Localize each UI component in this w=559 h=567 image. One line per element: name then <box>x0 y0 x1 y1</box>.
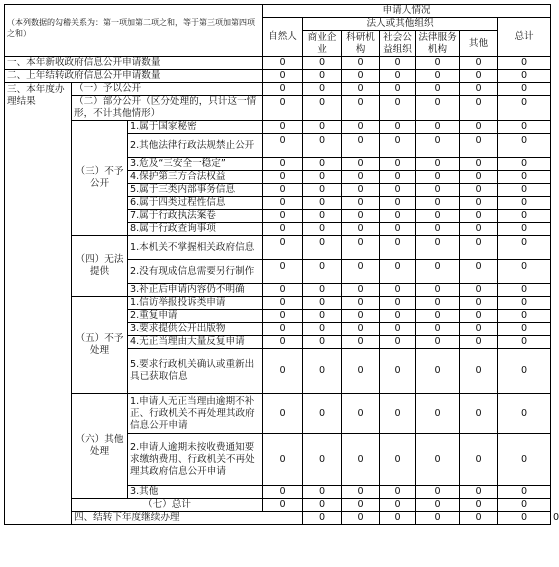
cell-value: 0 <box>303 336 342 349</box>
header-total: 总计 <box>498 18 551 57</box>
row-label: 1.本机关不掌握相关政府信息 <box>128 236 263 260</box>
cell-value: 0 <box>303 434 342 486</box>
cell-value: 0 <box>498 499 551 512</box>
cell-value: 0 <box>416 96 460 121</box>
cell-value: 0 <box>303 184 342 197</box>
cell-value: 0 <box>263 297 303 310</box>
table-row <box>5 394 551 434</box>
cell-value: 0 <box>263 96 303 121</box>
cell-value: 0 <box>303 236 342 260</box>
cell-value: 0 <box>380 336 416 349</box>
cell-value: 0 <box>416 310 460 323</box>
cell-value: 0 <box>263 121 303 134</box>
cell-value: 0 <box>380 158 416 171</box>
table-row <box>5 297 551 310</box>
cell-value: 0 <box>263 260 303 284</box>
cell-value: 0 <box>342 70 380 83</box>
cell-value: 0 <box>342 158 380 171</box>
row-label: （一）予以公开 <box>72 83 263 96</box>
cell-value: 0 <box>416 171 460 184</box>
sub-label-other-processing: （六）其他处理 <box>72 394 128 499</box>
cell-value: 0 <box>342 171 380 184</box>
cell-value: 0 <box>416 349 460 394</box>
cell-value: 0 <box>416 434 460 486</box>
cell-value: 0 <box>263 197 303 210</box>
row-label: 二、上年结转政府信息公开申请数量 <box>5 70 263 83</box>
cell-value: 0 <box>303 197 342 210</box>
cell-value: 0 <box>342 210 380 223</box>
row-label: 3.其他 <box>128 486 263 499</box>
cell-value: 0 <box>263 284 303 297</box>
cell-value: 0 <box>303 284 342 297</box>
row-label: 6.属于四类过程性信息 <box>128 197 263 210</box>
cell-value: 0 <box>263 83 303 96</box>
cell-value: 0 <box>342 323 380 336</box>
row-label: 3.补正后申请内容仍不明确 <box>128 284 263 297</box>
cell-value: 0 <box>380 184 416 197</box>
cell-value: 0 <box>380 70 416 83</box>
cell-value: 0 <box>416 297 460 310</box>
cell-value: 0 <box>498 134 551 158</box>
cell-value: 0 <box>380 323 416 336</box>
cell-value: 0 <box>342 512 380 525</box>
cell-value: 0 <box>342 394 380 434</box>
cell-value: 0 <box>498 323 551 336</box>
cell-value: 0 <box>380 223 416 236</box>
cell-value: 0 <box>380 121 416 134</box>
header-natural-person: 自然人 <box>263 18 303 57</box>
cell-value: 0 <box>416 121 460 134</box>
row-label: 1.申请人无正当理由逾期不补正、行政机关不再处理其政府信息公开申请 <box>128 394 263 434</box>
cell-value: 0 <box>263 349 303 394</box>
cell-value: 0 <box>460 96 498 121</box>
cell-value: 0 <box>498 260 551 284</box>
disclosure-statistics-table <box>4 4 559 525</box>
table-row <box>5 57 551 70</box>
cell-value: 0 <box>342 434 380 486</box>
cell-value: 0 <box>380 236 416 260</box>
cell-value: 0 <box>498 83 551 96</box>
cell-value: 0 <box>416 197 460 210</box>
cell-value: 0 <box>460 121 498 134</box>
cell-value: 0 <box>416 499 460 512</box>
cell-value: 0 <box>380 284 416 297</box>
row-label: （二）部分公开（区分处理的，只计这一情形，不计其他情形） <box>72 96 263 121</box>
cell-value: 0 <box>498 96 551 121</box>
table-row <box>5 121 551 134</box>
cell-value: 0 <box>416 134 460 158</box>
cell-value: 0 <box>263 171 303 184</box>
cell-value: 0 <box>498 512 551 525</box>
cell-value: 0 <box>380 57 416 70</box>
cell-value: 0 <box>460 310 498 323</box>
cell-value: 0 <box>460 158 498 171</box>
cell-value: 0 <box>342 223 380 236</box>
cell-value: 0 <box>303 297 342 310</box>
table-note: （本列数据的勾稽关系为：第一项加第二项之和，等于第三项加第四项之和） <box>5 5 263 57</box>
cell-value: 0 <box>303 394 342 434</box>
row-label: （七）总计 <box>72 499 263 512</box>
row-label: 2.申请人逾期未按收费通知要求缴纳费用、行政机关不再处理其政府信息公开申请 <box>128 434 263 486</box>
row-label: 5.要求行政机关确认或重新出具已获取信息 <box>128 349 263 394</box>
cell-value: 0 <box>416 260 460 284</box>
cell-value: 0 <box>303 70 342 83</box>
cell-value: 0 <box>460 260 498 284</box>
row-label: 7.属于行政执法案卷 <box>128 210 263 223</box>
cell-value: 0 <box>342 310 380 323</box>
cell-value: 0 <box>460 284 498 297</box>
cell-value: 0 <box>460 486 498 499</box>
cell-value: 0 <box>303 486 342 499</box>
sub-label-not-disclosed: （三）不予公开 <box>72 121 128 236</box>
cell-value: 0 <box>263 499 303 512</box>
cell-value: 0 <box>416 184 460 197</box>
cell-value: 0 <box>498 197 551 210</box>
cell-value: 0 <box>303 210 342 223</box>
header-research: 科研机构 <box>342 31 380 57</box>
cell-value: 0 <box>498 121 551 134</box>
cell-value: 0 <box>460 57 498 70</box>
cell-value: 0 <box>498 486 551 499</box>
cell-value: 0 <box>342 486 380 499</box>
cell-value: 0 <box>498 236 551 260</box>
cell-value: 0 <box>498 70 551 83</box>
cell-value: 0 <box>263 158 303 171</box>
cell-value: 0 <box>460 349 498 394</box>
cell-value: 0 <box>460 434 498 486</box>
cell-value: 0 <box>460 499 498 512</box>
cell-value: 0 <box>380 83 416 96</box>
cell-value: 0 <box>380 260 416 284</box>
header-commercial: 商业企业 <box>303 31 342 57</box>
row-label: 1.属于国家秘密 <box>128 121 263 134</box>
cell-value: 0 <box>380 210 416 223</box>
row-label: 2.重复申请 <box>128 310 263 323</box>
cell-value: 0 <box>342 197 380 210</box>
cell-value: 0 <box>498 223 551 236</box>
cell-value: 0 <box>498 297 551 310</box>
cell-value: 0 <box>380 434 416 486</box>
row-label: 2.其他法律行政法规禁止公开 <box>128 134 263 158</box>
cell-value: 0 <box>498 310 551 323</box>
cell-value: 0 <box>303 121 342 134</box>
cell-value: 0 <box>303 310 342 323</box>
row-label: 1.信访举报投诉类申请 <box>128 297 263 310</box>
cell-value: 0 <box>303 171 342 184</box>
header-social: 社会公益组织 <box>380 31 416 57</box>
cell-value: 0 <box>380 486 416 499</box>
header-applicant: 申请人情况 <box>263 5 551 18</box>
cell-value: 0 <box>263 323 303 336</box>
row-label: 四、结转下年度继续办理 <box>72 512 303 525</box>
cell-value: 0 <box>380 499 416 512</box>
cell-value: 0 <box>303 158 342 171</box>
cell-value: 0 <box>263 486 303 499</box>
cell-value: 0 <box>342 121 380 134</box>
cell-value: 0 <box>380 310 416 323</box>
cell-value: 0 <box>303 83 342 96</box>
row-label: 4.无正当理由大量反复申请 <box>128 336 263 349</box>
cell-value: 0 <box>498 284 551 297</box>
cell-value: 0 <box>460 184 498 197</box>
cell-value: 0 <box>342 284 380 297</box>
cell-value: 0 <box>342 83 380 96</box>
row-label: 8.属于行政查询事项 <box>128 223 263 236</box>
cell-value: 0 <box>263 184 303 197</box>
cell-value: 0 <box>342 96 380 121</box>
cell-value: 0 <box>460 236 498 260</box>
cell-value: 0 <box>460 197 498 210</box>
cell-value: 0 <box>380 134 416 158</box>
cell-value: 0 <box>342 184 380 197</box>
cell-value: 0 <box>303 96 342 121</box>
group-label-results: 三、本年度办理结果 <box>5 83 72 525</box>
cell-value: 0 <box>416 210 460 223</box>
table-row <box>5 236 551 260</box>
sub-label-not-processed: （五）不予处理 <box>72 297 128 394</box>
cell-value: 0 <box>263 223 303 236</box>
cell-value: 0 <box>416 336 460 349</box>
cell-value: 0 <box>342 499 380 512</box>
row-label: 5.属于三类内部事务信息 <box>128 184 263 197</box>
cell-value: 0 <box>303 349 342 394</box>
header-legal-service: 法律服务机构 <box>416 31 460 57</box>
cell-value: 0 <box>498 158 551 171</box>
cell-value: 0 <box>303 499 342 512</box>
cell-value: 0 <box>263 394 303 434</box>
cell-value: 0 <box>416 158 460 171</box>
cell-value: 0 <box>460 297 498 310</box>
cell-value: 0 <box>460 512 498 525</box>
cell-value: 0 <box>460 134 498 158</box>
cell-value: 0 <box>460 323 498 336</box>
cell-value: 0 <box>342 134 380 158</box>
table-row: 四、结转下年度继续办理 0 0 0 0 0 0 0 <box>5 512 551 525</box>
cell-value: 0 <box>460 210 498 223</box>
cell-value: 0 <box>380 297 416 310</box>
cell-value: 0 <box>460 83 498 96</box>
cell-value: 0 <box>498 184 551 197</box>
cell-value: 0 <box>498 57 551 70</box>
cell-value: 0 <box>416 236 460 260</box>
cell-value: 0 <box>460 171 498 184</box>
cell-value: 0 <box>263 134 303 158</box>
cell-value: 0 <box>498 434 551 486</box>
cell-value: 0 <box>416 486 460 499</box>
cell-value: 0 <box>498 171 551 184</box>
cell-value: 0 <box>460 394 498 434</box>
row-label: 3.要求提供公开出版物 <box>128 323 263 336</box>
header-other: 其他 <box>460 31 498 57</box>
cell-value: 0 <box>303 134 342 158</box>
cell-value: 0 <box>416 70 460 83</box>
cell-value: 0 <box>263 70 303 83</box>
cell-value: 0 <box>342 349 380 394</box>
cell-value: 0 <box>416 323 460 336</box>
cell-value: 0 <box>416 284 460 297</box>
cell-value: 0 <box>303 223 342 236</box>
cell-value: 0 <box>342 260 380 284</box>
cell-value: 0 <box>303 57 342 70</box>
cell-value: 0 <box>303 323 342 336</box>
cell-value: 0 <box>342 336 380 349</box>
cell-value: 0 <box>342 236 380 260</box>
cell-value: 0 <box>380 512 416 525</box>
cell-value: 0 <box>416 83 460 96</box>
cell-value: 0 <box>263 236 303 260</box>
cell-value: 0 <box>416 223 460 236</box>
sub-label-unable-provide: （四）无法提供 <box>72 236 128 297</box>
cell-value: 0 <box>498 336 551 349</box>
cell-value: 0 <box>460 70 498 83</box>
cell-value: 0 <box>342 297 380 310</box>
cell-value: 0 <box>460 223 498 236</box>
header-legal-group: 法人或其他组织 <box>303 18 498 31</box>
cell-value: 0 <box>416 394 460 434</box>
cell-value: 0 <box>303 260 342 284</box>
cell-value: 0 <box>303 512 342 525</box>
cell-value: 0 <box>380 394 416 434</box>
cell-value: 0 <box>416 57 460 70</box>
cell-value: 0 <box>498 394 551 434</box>
table-row <box>5 96 551 121</box>
row-label: 一、本年新收政府信息公开申请数量 <box>5 57 263 70</box>
cell-value: 0 <box>498 210 551 223</box>
cell-value: 0 <box>460 336 498 349</box>
row-label: 4.保护第三方合法权益 <box>128 171 263 184</box>
cell-value: 0 <box>380 171 416 184</box>
cell-value: 0 <box>263 336 303 349</box>
row-label: 2.没有现成信息需要另行制作 <box>128 260 263 284</box>
table-row <box>5 83 551 96</box>
cell-value: 0 <box>380 96 416 121</box>
cell-value: 0 <box>416 512 460 525</box>
cell-value: 0 <box>498 349 551 394</box>
cell-value: 0 <box>263 434 303 486</box>
cell-value: 0 <box>263 310 303 323</box>
cell-value: 0 <box>263 210 303 223</box>
cell-value: 0 <box>380 349 416 394</box>
cell-value: 0 <box>380 197 416 210</box>
table-row <box>5 70 551 83</box>
table-row <box>5 499 551 512</box>
cell-value: 0 <box>263 57 303 70</box>
row-label: 3.危及“三安全一稳定” <box>128 158 263 171</box>
cell-value: 0 <box>342 57 380 70</box>
